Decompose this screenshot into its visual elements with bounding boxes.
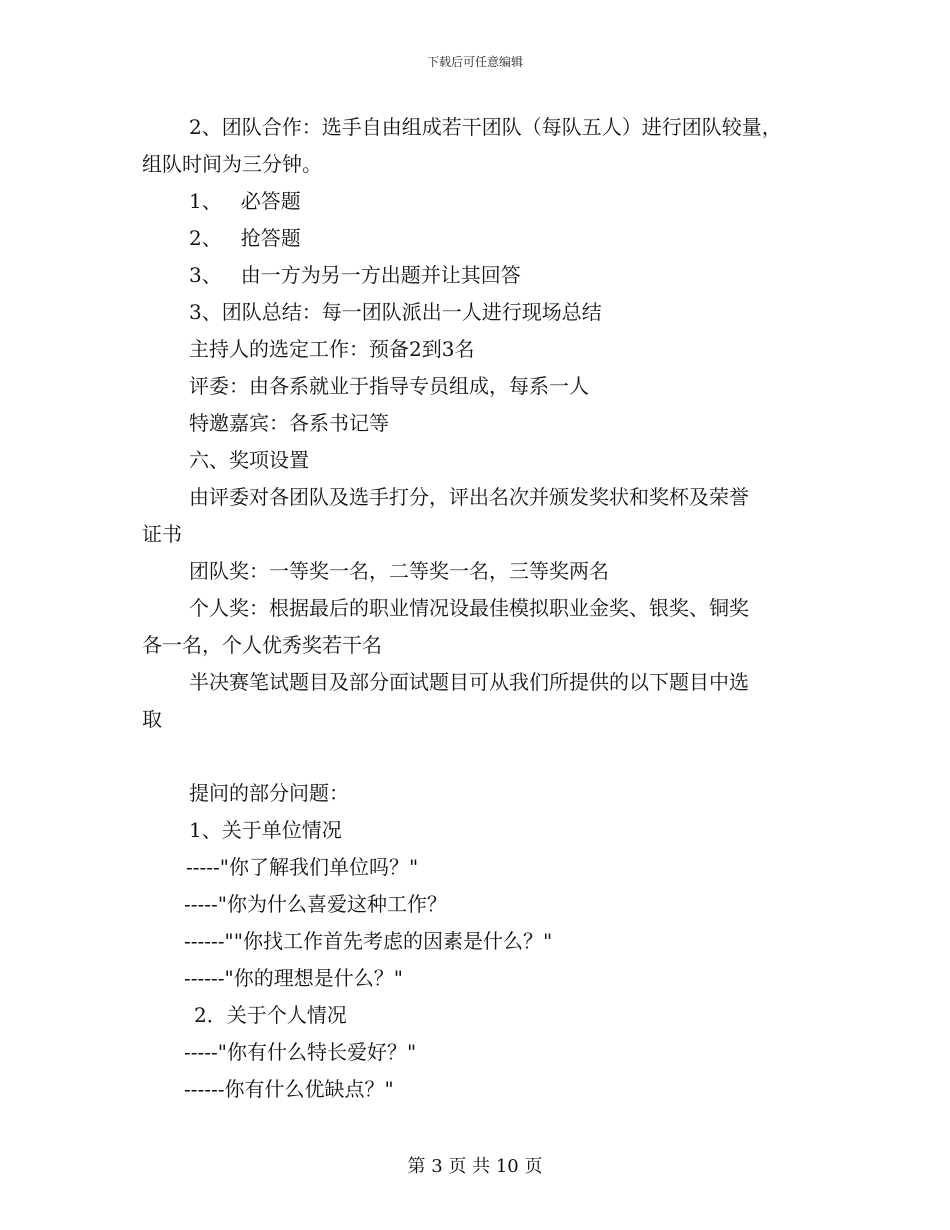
question-line: ------""你找工作首先考虑的因素是什么？" xyxy=(184,929,553,953)
list-item: 1、关于单位情况 xyxy=(189,818,342,842)
page-header: 下载后可任意编辑 xyxy=(426,55,523,69)
paragraph: 3、团队总结：每一团队派出一人进行现场总结 xyxy=(189,300,602,324)
paragraph: 团队奖：一等奖一名，二等奖一名，三等奖两名 xyxy=(189,559,609,583)
list-item: 3、 由一方为另一方出题并让其回答 xyxy=(189,263,521,287)
list-item: 2．关于个人情况 xyxy=(194,1003,347,1027)
question-line: ------你有什么优缺点？" xyxy=(184,1077,394,1101)
paragraph: 评委：由各系就业于指导专员组成，每系一人 xyxy=(189,374,589,398)
paragraph: 证书 xyxy=(142,522,182,546)
paragraph: 半决赛笔试题目及部分面试题目可从我们所提供的以下题目中选 xyxy=(189,670,749,694)
section-heading: 六、奖项设置 xyxy=(189,448,309,472)
paragraph: 特邀嘉宾：各系书记等 xyxy=(189,411,389,435)
paragraph: 由评委对各团队及选手打分，评出名次并颁发奖状和奖杯及荣誉 xyxy=(189,485,749,509)
blank-line xyxy=(142,738,822,775)
paragraph: 2、团队合作：选手自由组成若干团队（每队五人）进行团队较量， xyxy=(189,115,782,139)
section-heading: 提问的部分问题： xyxy=(189,781,349,805)
paragraph: 各一名，个人优秀奖若干名 xyxy=(142,633,382,657)
paragraph: 取 xyxy=(142,707,162,731)
paragraph: 组队时间为三分钟。 xyxy=(142,152,322,176)
document-body xyxy=(142,109,822,1108)
question-line: -----"你了解我们单位吗？" xyxy=(186,855,419,879)
paragraph: 个人奖：根据最后的职业情况设最佳模拟职业金奖、银奖、铜奖 xyxy=(189,596,749,620)
list-item: 1、 必答题 xyxy=(189,189,301,213)
paragraph: 主持人的选定工作：预备2到3名 xyxy=(189,337,475,361)
question-line: -----"你有什么特长爱好？" xyxy=(184,1040,417,1064)
list-item: 2、 抢答题 xyxy=(189,226,301,250)
question-line: ------"你的理想是什么？" xyxy=(184,966,403,990)
page-footer: 第 3 页 共 10 页 xyxy=(407,1156,543,1177)
question-line: -----"你为什么喜爱这种工作？ xyxy=(184,892,447,916)
